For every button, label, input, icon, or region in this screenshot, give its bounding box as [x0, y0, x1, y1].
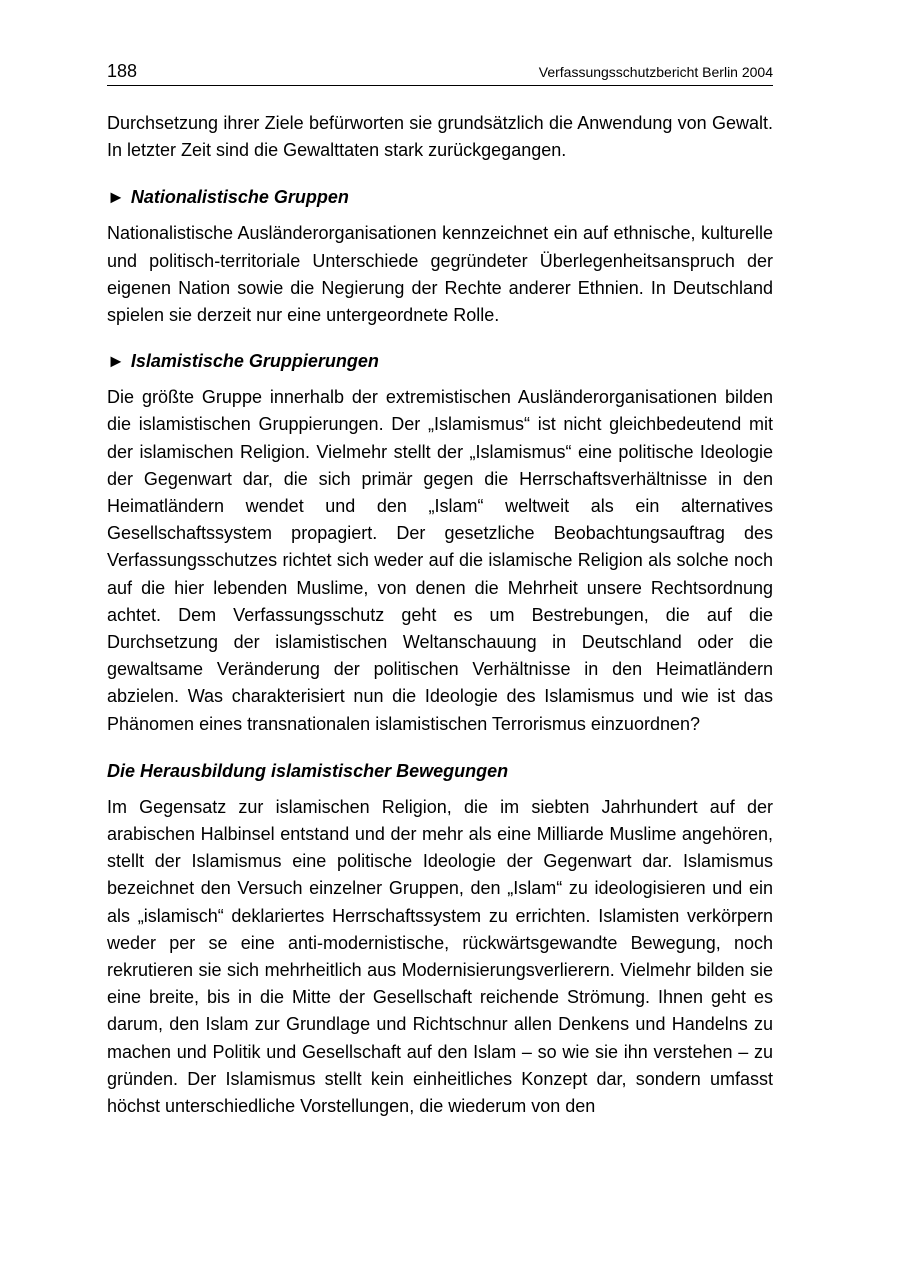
- section-heading-text: Islamistische Gruppierungen: [130, 351, 379, 372]
- section-heading-islamistische-gruppierungen: [107, 348, 773, 375]
- paragraph-herausbildung: Im Gegensatz zur islamischen Religion, die im siebten Jahrhundert auf der arabischen Halbinsel entstand und der mehr als eine Milliarde Muslime angehören, stellt der Islamismus eine politische Ideologie der Gegenwart dar. Islamismus bezeichnet den Versuch einzelner Gruppen, den „Islam“ zu ideologisieren und ein als „islamisch“ deklariertes Herrschaftssystem zu errichten. Islamisten verkörpern weder per se eine anti-modernistische, rückwärtsgewandte Bewegung, noch rekrutieren sie sich mehrheitlich aus Modernisierungsverlierern. Vielmehr bilden sie eine breite, bis in die Mitte der Gesellschaft reichende Strömung. Ihnen geht es darum, den Islam zur Grundlage und Richtschnur allen Denkens und Handelns zu machen und Politik und Gesellschaft auf den Islam – so wie sie ihn verstehen – zu gründen. Der Islamismus stellt kein einheitliches Konzept dar, sondern umfasst höchst unterschiedliche Vorstellungen, die wiederum von den: [107, 796, 773, 1117]
- page-number: 188: [107, 61, 138, 81]
- paragraph-islamistische-gruppierungen: Die größte Gruppe innerhalb der extremistischen Ausländerorganisationen bilden die islamistischen Gruppierungen. Der „Islamismus“ ist nicht gleichbedeutend mit der islamischen Religion. Vielmehr stellt der „Islamismus“ eine politische Ideologie der Gegenwart dar, die sich primär gegen die Herrschaftsverhältnisse in den Heimatländern wendet und den „Islam“ weltweit als ein alternatives Gesellschaftssystem propagiert. Der gesetzliche Beobachtungsauftrag des Verfassungsschutzes richtet sich weder auf die islamische Religion als solche noch auf die hier lebenden Muslime, von denen die Mehrheit unsere Rechtsordnung achtet. Dem Verfassungsschutz geht es um Bestrebungen, die auf die Durchsetzung der islamistischen Weltanschauung in Deutschland oder die gewaltsame Veränderung der politischen Verhältnisse in den Heimatländern abzielen. Was charakterisiert nun die Ideologie des Islamismus und wie ist das Phänomen eines transnationalen islamistischen Terrorismus einzuordnen?: [107, 387, 773, 734]
- paragraph-intro: Durchsetzung ihrer Ziele befürworten sie grundsätzlich die Anwendung von Gewalt. In letzter Zeit sind die Gewalttaten stark zurückgegangen.: [107, 113, 773, 161]
- running-title: Verfassungsschutzbericht Berlin 2004: [538, 64, 773, 80]
- page-header: [107, 60, 773, 86]
- document-page: [107, 60, 773, 1120]
- triangle-bullet-icon: ►: [107, 187, 125, 208]
- paragraph-nationalistische-gruppen: Nationalistische Ausländerorganisationen kennzeichnet ein auf ethnische, kulturelle und politisch-territoriale Unterschiede gegründeter Überlegenheitsanspruch der eigenen Nation sowie die Negierung der Rechte anderer Ethnien. In Deutschland spielen sie derzeit nur eine untergeordnete Rolle.: [107, 223, 773, 326]
- section-heading-text: Nationalistische Gruppen: [130, 187, 349, 208]
- triangle-bullet-icon: ►: [107, 351, 125, 372]
- subsection-heading-herausbildung: Die Herausbildung islamistischer Bewegungen: [107, 760, 509, 781]
- page-body: [107, 110, 773, 1120]
- section-heading-nationalistische-gruppen: [107, 184, 773, 211]
